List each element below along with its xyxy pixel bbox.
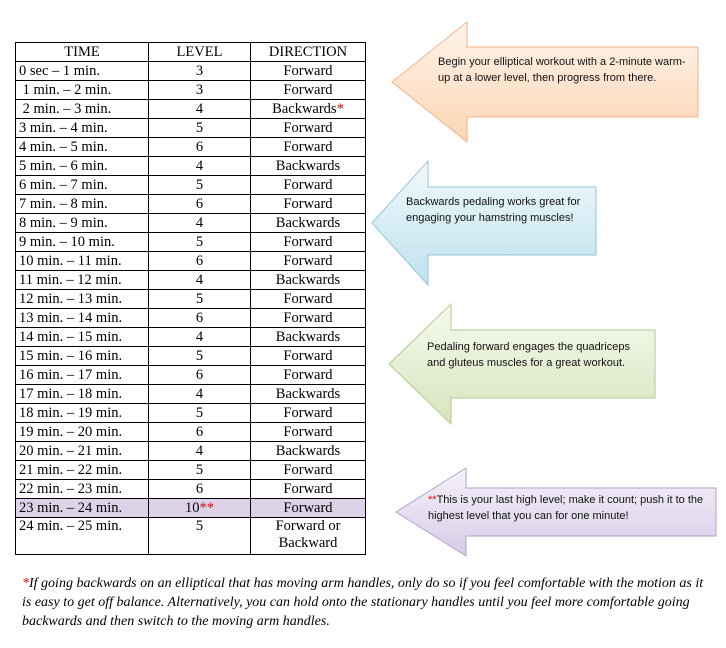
direction-value: Forward	[283, 119, 333, 136]
time-cell: 12 min. – 13 min.	[16, 290, 149, 309]
callout-last-high	[396, 468, 716, 556]
callout-text: Pedaling forward engages the quadriceps and gluteus muscles for a great workout.	[427, 341, 631, 369]
level-value: 3	[195, 81, 204, 98]
table-row	[16, 271, 366, 290]
direction-value: Backwards	[272, 100, 337, 117]
table-body	[16, 62, 366, 555]
time-cell: 14 min. – 15 min.	[16, 328, 149, 347]
direction-value: Forward	[283, 290, 333, 307]
callout-text: Begin your elliptical workout with a 2-minute warm-up at a lower level, then progress from there.	[438, 56, 686, 84]
direction-asterisk: *	[336, 100, 344, 117]
direction-cell	[251, 442, 366, 461]
level-cell	[149, 480, 251, 499]
table-row	[16, 385, 366, 404]
level-value: 5	[195, 119, 204, 136]
table-row	[16, 119, 366, 138]
direction-value: Forward	[283, 404, 333, 421]
table-row	[16, 290, 366, 309]
time-cell: 6 min. – 7 min.	[16, 176, 149, 195]
level-value: 5	[195, 518, 204, 534]
time-cell: 5 min. – 6 min.	[16, 157, 149, 176]
direction-value: Backwards	[275, 328, 341, 345]
level-value: 5	[195, 461, 204, 478]
level-cell	[149, 195, 251, 214]
level-value: 6	[195, 195, 204, 212]
header-time: TIME	[16, 43, 149, 62]
level-cell	[149, 100, 251, 119]
level-cell	[149, 233, 251, 252]
time-cell: 11 min. – 12 min.	[16, 271, 149, 290]
direction-value: Forward	[283, 309, 333, 326]
direction-value: Forward or	[275, 518, 341, 534]
level-value: 10	[185, 499, 200, 516]
level-cell	[149, 499, 251, 518]
direction-cell	[251, 100, 366, 119]
direction-cell	[251, 347, 366, 366]
direction-cell	[251, 233, 366, 252]
level-value: 5	[195, 347, 204, 364]
footnote	[22, 574, 712, 631]
level-cell	[149, 385, 251, 404]
level-cell	[149, 271, 251, 290]
direction-cell	[251, 328, 366, 347]
level-value: 4	[195, 385, 204, 402]
direction-cell	[251, 290, 366, 309]
level-cell	[149, 62, 251, 81]
time-cell: 18 min. – 19 min.	[16, 404, 149, 423]
time-cell: 23 min. – 24 min.	[16, 499, 149, 518]
table-row	[16, 195, 366, 214]
header-level: LEVEL	[149, 43, 251, 62]
direction-value: Forward	[283, 461, 333, 478]
direction-value: Forward	[283, 233, 333, 250]
level-value: 5	[195, 233, 204, 250]
table-row	[16, 157, 366, 176]
table-row	[16, 100, 366, 119]
level-cell	[149, 252, 251, 271]
time-cell: 13 min. – 14 min.	[16, 309, 149, 328]
footnote-text: If going backwards on an elliptical that has moving arm handles, only do so if you feel comfortable with the motion as it is easy to get off balance. Alternatively, you can hold onto the stationary handles until you feel more comfortable going backwards and then switch to the moving arm handles.	[22, 576, 704, 629]
time-cell: 1 min. – 2 min.	[16, 81, 149, 100]
direction-cell	[251, 385, 366, 404]
level-value: 5	[195, 176, 204, 193]
direction-value: Forward	[283, 176, 333, 193]
direction-value: Forward	[283, 138, 333, 155]
level-value: 6	[195, 423, 204, 440]
direction-cell	[251, 461, 366, 480]
table-row	[16, 480, 366, 499]
level-value: 6	[195, 309, 204, 326]
level-cell	[149, 461, 251, 480]
direction-value-line2: Backward	[278, 535, 338, 551]
direction-cell	[251, 81, 366, 100]
time-cell: 16 min. – 17 min.	[16, 366, 149, 385]
time-cell: 22 min. – 23 min.	[16, 480, 149, 499]
time-cell: 24 min. – 25 min.	[16, 518, 149, 555]
time-cell: 15 min. – 16 min.	[16, 347, 149, 366]
direction-cell	[251, 252, 366, 271]
table-row	[16, 309, 366, 328]
time-cell: 4 min. – 5 min.	[16, 138, 149, 157]
level-value: 6	[195, 366, 204, 383]
direction-cell	[251, 309, 366, 328]
level-cell	[149, 404, 251, 423]
direction-cell	[251, 404, 366, 423]
direction-cell	[251, 271, 366, 290]
double-asterisk-mark: **	[428, 494, 437, 506]
level-cell	[149, 423, 251, 442]
callout-text: Backwards pedaling works great for engaging your hamstring muscles!	[406, 196, 581, 224]
level-cell	[149, 176, 251, 195]
direction-cell	[251, 423, 366, 442]
table-row	[16, 62, 366, 81]
time-cell: 21 min. – 22 min.	[16, 461, 149, 480]
time-cell: 17 min. – 18 min.	[16, 385, 149, 404]
table-row	[16, 366, 366, 385]
table-row	[16, 499, 366, 518]
level-value: 6	[195, 138, 204, 155]
level-cell	[149, 81, 251, 100]
level-cell	[149, 347, 251, 366]
table-row	[16, 328, 366, 347]
direction-value: Backwards	[275, 214, 341, 231]
level-cell	[149, 119, 251, 138]
table-row	[16, 138, 366, 157]
direction-cell	[251, 119, 366, 138]
table-row	[16, 518, 366, 555]
table-row	[16, 423, 366, 442]
direction-cell	[251, 214, 366, 233]
direction-value: Backwards	[275, 442, 341, 459]
direction-cell	[251, 138, 366, 157]
level-cell	[149, 309, 251, 328]
level-cell	[149, 290, 251, 309]
direction-value: Backwards	[275, 271, 341, 288]
direction-value: Forward	[283, 62, 333, 79]
time-cell: 19 min. – 20 min.	[16, 423, 149, 442]
callout-forward	[389, 304, 655, 424]
callout-warmup	[392, 22, 698, 142]
direction-value: Forward	[283, 366, 333, 383]
time-cell: 2 min. – 3 min.	[16, 100, 149, 119]
level-cell	[149, 138, 251, 157]
direction-value: Backwards	[275, 157, 341, 174]
direction-value: Forward	[283, 347, 333, 364]
direction-value: Forward	[283, 81, 333, 98]
direction-cell	[251, 480, 366, 499]
level-cell	[149, 328, 251, 347]
direction-cell	[251, 62, 366, 81]
level-value: 6	[195, 480, 204, 497]
time-cell: 10 min. – 11 min.	[16, 252, 149, 271]
level-value: 4	[195, 157, 204, 174]
level-value: 3	[195, 62, 204, 79]
table-row	[16, 233, 366, 252]
footnote-asterisk: *	[22, 576, 29, 591]
table-row	[16, 347, 366, 366]
direction-value: Forward	[283, 252, 333, 269]
table-row	[16, 81, 366, 100]
direction-value: Forward	[283, 480, 333, 497]
callout-text-body: This is your last high level; make it count; push it to the highest level that you can for one minute!	[428, 494, 704, 522]
direction-cell	[251, 157, 366, 176]
time-cell: 7 min. – 8 min.	[16, 195, 149, 214]
callout-text	[428, 492, 712, 524]
level-value: 5	[195, 290, 204, 307]
time-cell: 3 min. – 4 min.	[16, 119, 149, 138]
direction-cell	[251, 499, 366, 518]
level-cell	[149, 442, 251, 461]
time-cell: 20 min. – 21 min.	[16, 442, 149, 461]
table-row	[16, 214, 366, 233]
table-row	[16, 252, 366, 271]
direction-value: Forward	[283, 499, 333, 516]
level-value: 5	[195, 404, 204, 421]
level-value: 4	[195, 442, 204, 459]
level-cell	[149, 518, 251, 555]
callout-backwards	[372, 161, 596, 285]
direction-value: Forward	[283, 423, 333, 440]
table-row	[16, 461, 366, 480]
level-cell	[149, 157, 251, 176]
direction-cell	[251, 366, 366, 385]
level-value: 4	[195, 214, 204, 231]
direction-value: Backwards	[275, 385, 341, 402]
level-asterisk: **	[199, 499, 214, 516]
workout-schedule-table	[15, 42, 366, 555]
table-header-row	[16, 43, 366, 62]
table-row	[16, 176, 366, 195]
direction-cell	[251, 176, 366, 195]
header-direction: DIRECTION	[251, 43, 366, 62]
time-cell: 0 sec – 1 min.	[16, 62, 149, 81]
level-cell	[149, 366, 251, 385]
direction-cell	[251, 195, 366, 214]
table-row	[16, 404, 366, 423]
level-value: 4	[195, 271, 204, 288]
direction-cell	[251, 518, 366, 555]
level-value: 4	[195, 100, 204, 117]
time-cell: 9 min. – 10 min.	[16, 233, 149, 252]
level-value: 4	[195, 328, 204, 345]
time-cell: 8 min. – 9 min.	[16, 214, 149, 233]
table-row	[16, 442, 366, 461]
direction-value: Forward	[283, 195, 333, 212]
level-value: 6	[195, 252, 204, 269]
level-cell	[149, 214, 251, 233]
